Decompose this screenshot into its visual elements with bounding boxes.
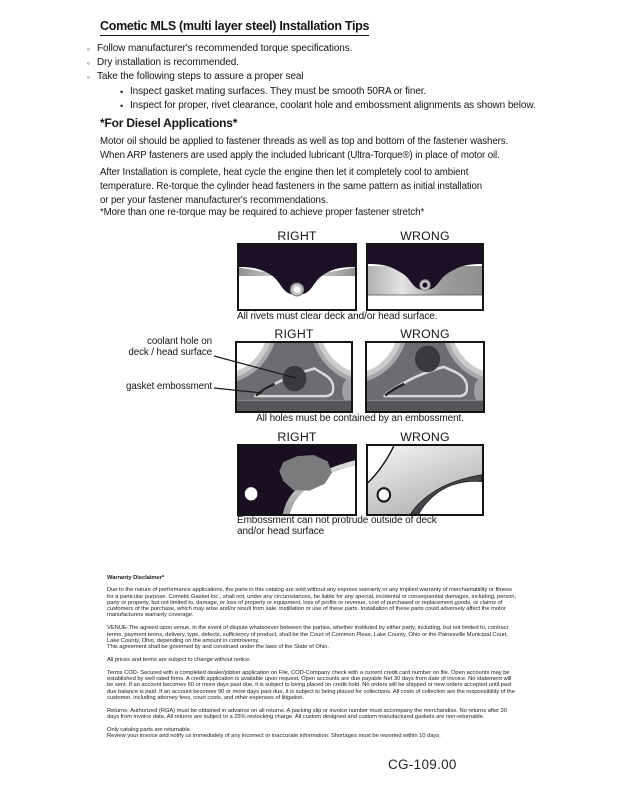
tip-text: Inspect gasket mating surfaces. They must be smooth 50RA or finer. xyxy=(130,85,427,97)
paragraph-line: temperature. Re-torque the cylinder head fasteners in the same pattern as initial installation xyxy=(100,180,483,192)
bolt-hole-icon xyxy=(378,488,390,501)
legal-paragraph: This agreement shall be governed by and construed under the laws of the State of Ohio. xyxy=(107,644,329,651)
tip-text: Inspect for proper, rivet clearance, coolant hole and embossment alignments as shown below. xyxy=(130,99,536,111)
legal-paragraph: Review your invoice and notify us immediately of any incorrect or inaccurate information. Shortages must be reported within 10 days. xyxy=(107,733,441,740)
coolant-hole-icon xyxy=(415,346,440,373)
diagram-embossment-wrong xyxy=(365,341,485,413)
diesel-paragraph-2 xyxy=(100,166,482,207)
warranty-disclaimer-section xyxy=(107,575,517,746)
diesel-paragraph-1 xyxy=(100,135,508,163)
dot-bullet-icon: • xyxy=(120,100,124,111)
paragraph-line: Motor oil should be applied to fastener threads as well as top and bottom of the fastener washers. xyxy=(100,136,509,147)
circle-bullet-icon: ◦ xyxy=(87,44,90,54)
rivet-clearance-right-illustration xyxy=(239,245,355,309)
legal-paragraph: Terms COD- Secured with a completed dealer/jobber application on File, COD-Company check with a current credit card number on file. Open accounts may be established by well rated firms. A credit application is available upon request. Open accounts are due payable Net 30 days from date of invoice. No statement will be sent. If an account becomes 60 or more days past due, it is subject to being placed on credit hold. No orders will be shipped or new orders accepted until past due balance is paid. If an account becomes 90 or more days past due, it is subject to being placed for collections. All costs of collection are the responsibility of the customer, including attorney fees, court costs, and other expenses of litigation. xyxy=(107,669,515,701)
callout-line: gasket embossment xyxy=(126,381,212,392)
legal-paragraph: VENUE-The agreed upon venue, in the event of dispute whatsoever between the parties, whether instituted by either party, including, but not limited to, contract terms, payment terms, delivery, type, defects, sufficiency of product, shall be the Court of Common Pleas, Lake County, Ohio or the Painesville Municipal Court, Lake County, Ohio, depending on the amount in controversy. xyxy=(107,625,509,644)
hole-containment-wrong-illustration xyxy=(367,343,483,411)
caption-line: and/or head surface xyxy=(237,526,325,537)
dot-bullet-icon: • xyxy=(120,86,124,97)
rivet-clearance-wrong-illustration xyxy=(368,245,482,309)
hole-containment-right-illustration xyxy=(237,343,351,411)
paragraph-line: When ARP fasteners are used apply the included lubricant (Ultra-Torque®) in place of motor oil. xyxy=(100,150,500,161)
list-item xyxy=(87,42,536,56)
diagram1-wrong-label: WRONG xyxy=(400,229,450,243)
circle-bullet-icon: ◦ xyxy=(87,72,90,83)
retorque-note: *More than one re-torque may be required to achieve proper fastener stretch* xyxy=(100,207,425,218)
warranty-heading: Warranty Disclaimer* xyxy=(107,575,165,581)
coolant-hole-callout xyxy=(112,336,212,358)
installation-tips-list xyxy=(87,42,536,113)
list-item xyxy=(120,85,536,99)
diagram3-wrong-label: WRONG xyxy=(400,430,450,444)
legal-paragraph: Due to the nature of performance applications, the parts in this catalog are sold without any express warranty or any implied warranty of merchantability or fitness for a particular purpose. Cometic Gasket Inc., shall not, under any circumstances, be liable for any special, incidental or consequential damages, including, person, party or property, but not limited to, damage, or loss of property or equipment, loss of profits or revenue, cost of purchased or replacement goods, or claims of customers of the purchase, which may arise and/or result from sale, instillation or use of these parts. Installation of these parts could adversely affect the motor manufacturers warranty coverage. xyxy=(107,587,517,619)
diagram2-caption: All holes must be contained by an embossment. xyxy=(256,413,464,424)
page-title: Cometic MLS (multi layer steel) Installation Tips xyxy=(100,19,369,36)
bolt-hole-icon xyxy=(245,487,258,500)
diagram3-right-label: RIGHT xyxy=(277,430,317,444)
list-item xyxy=(87,70,536,84)
legal-paragraph: All prices and terms are subject to change without notice. xyxy=(107,656,251,663)
diesel-section-heading: *For Diesel Applications* xyxy=(100,116,238,130)
rivet-icon xyxy=(419,279,430,291)
diagram3-caption xyxy=(237,515,437,537)
tip-text: Dry installation is recommended. xyxy=(97,57,239,69)
legal-paragraph: Returns- Authorized (RGA) must be obtained in advance on all returns. A packing slip or invoice number must accompany the merchandise. No returns after 30 days from invoice date. All returns are subject to a 25% restocking charge. All custom designed and custom manufactured gaskets are non-returnable. xyxy=(107,707,507,721)
callout-line: deck / head surface xyxy=(128,347,212,358)
diagram-protrusion-wrong xyxy=(366,444,484,516)
callout-line: coolant hole on xyxy=(147,336,212,347)
circle-bullet-icon: ◦ xyxy=(87,58,90,69)
diagram-rivet-right xyxy=(237,243,357,311)
diagram-embossment-right xyxy=(235,341,353,413)
diagram1-caption: All rivets must clear deck and/or head surface. xyxy=(237,311,438,322)
caption-line: Embossment can not protrude outside of deck xyxy=(237,515,437,526)
tip-text: Follow manufacturer's recommended torque specifications. xyxy=(97,43,353,54)
list-item xyxy=(120,99,536,113)
protrusion-wrong-illustration xyxy=(368,446,482,514)
paragraph-line: After Installation is complete, heat cycle the engine then let it completely cool to ambient xyxy=(100,167,469,178)
diagram1-right-label: RIGHT xyxy=(277,229,317,243)
page-number: CG-109.00 xyxy=(388,757,457,772)
legal-paragraph: Only catalog parts are returnable. xyxy=(107,726,192,733)
protrusion-right-illustration xyxy=(239,446,355,514)
coolant-hole-icon xyxy=(283,366,307,392)
diagram2-wrong-label: WRONG xyxy=(400,327,450,341)
diagram2-right-label: RIGHT xyxy=(274,327,314,341)
rivet-icon xyxy=(290,283,304,297)
diagram-rivet-wrong xyxy=(366,243,484,311)
diagram-protrusion-right xyxy=(237,444,357,516)
tip-text: Take the following steps to assure a proper seal xyxy=(97,71,304,83)
paragraph-line: or per your fastener manufacturer's recommendations. xyxy=(100,194,329,206)
gasket-embossment-callout xyxy=(112,381,212,392)
list-item xyxy=(87,56,536,70)
